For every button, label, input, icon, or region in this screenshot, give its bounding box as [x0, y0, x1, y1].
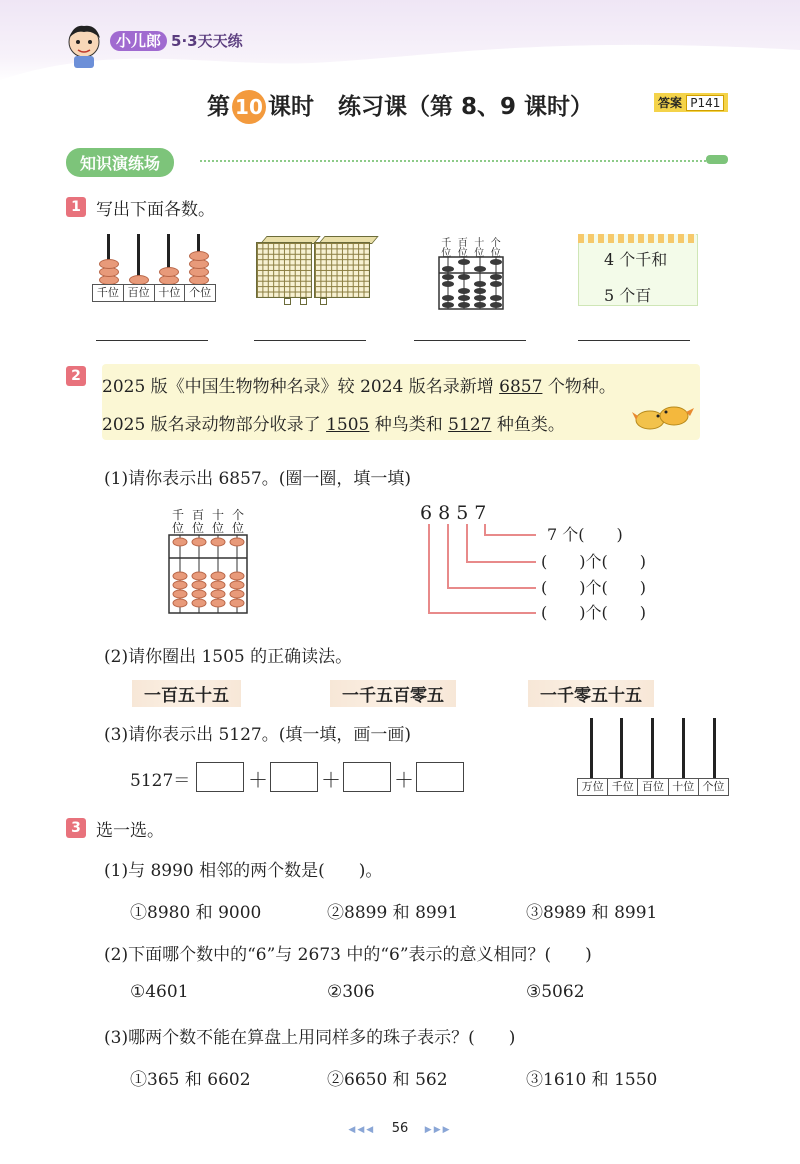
q3-2-option-3[interactable]: ③5062	[526, 982, 585, 1002]
q3-1-option-1[interactable]: ①8980 和 9000	[130, 903, 262, 923]
place-label: 万位	[578, 779, 608, 795]
connector-line	[466, 524, 468, 561]
connector-line	[428, 524, 430, 612]
place-label: 位	[457, 248, 468, 259]
section-divider	[200, 160, 710, 162]
place-label: 个位	[189, 286, 212, 299]
bead-abacus-2	[168, 506, 248, 614]
abacus-rod	[651, 718, 654, 778]
reading-option-3[interactable]: 一千零五十五	[528, 680, 654, 707]
q3-2-option-2[interactable]: ②306	[327, 982, 375, 1002]
plus-sign: ＋	[321, 768, 341, 792]
bead	[159, 267, 179, 277]
answer-badge[interactable]	[654, 93, 728, 112]
connector-line	[447, 524, 449, 587]
place-label: 千位	[93, 285, 124, 301]
lesson-number: 10	[232, 90, 266, 124]
note-line-1: 4 个千和	[604, 250, 668, 269]
abacus-diagram-1	[92, 232, 216, 302]
thousand-cube	[256, 242, 312, 298]
digit: 7	[474, 502, 493, 524]
connector-line	[466, 561, 536, 563]
place-label: 十位	[669, 779, 699, 795]
answer-blank[interactable]	[578, 340, 690, 341]
counting-frame-5[interactable]	[577, 716, 729, 796]
q2-sub1: (1)请你表示出 6857。(圈一圈，填一填)	[104, 469, 412, 489]
abacus-rod	[620, 718, 623, 778]
material-line-2	[102, 410, 565, 435]
digit: 8	[438, 502, 457, 524]
title-prefix: 第	[206, 94, 230, 120]
plus-sign: ＋	[248, 768, 268, 792]
fill-line-3[interactable]: ( )个( )	[541, 578, 646, 597]
thousand-cube	[314, 242, 370, 298]
place-label: 千	[441, 238, 452, 249]
material-text: 种鱼类。	[491, 415, 565, 435]
place-label: 位	[441, 248, 452, 259]
place-label: 个	[231, 508, 244, 522]
answer-box-1[interactable]	[196, 762, 244, 792]
place-label: 千	[171, 508, 184, 522]
brand-text: 5·3天天练	[171, 32, 243, 50]
place-label: 十	[211, 508, 224, 522]
right-arrows-icon: ▶▶▶	[424, 1125, 452, 1135]
question-number-3: 3	[66, 818, 86, 838]
bird-icon	[630, 396, 698, 436]
place-label: 位	[490, 248, 501, 259]
title-suffix: 课时	[267, 94, 314, 120]
place-label: 千位	[608, 779, 638, 795]
material-text: 2025 版《中国生物物种名录》较 2024 版名录新增	[102, 377, 500, 397]
place-label: 十位	[155, 285, 186, 301]
material-number: 6857	[499, 377, 543, 397]
q1-text: 写出下面各数。	[96, 200, 215, 220]
q3-text: 选一选。	[96, 821, 164, 841]
q3-3-option-2[interactable]: ②6650 和 562	[327, 1070, 448, 1090]
material-line-1	[102, 372, 616, 397]
title-main: 练习课（第 8、9 课时）	[338, 94, 594, 120]
reading-option-1[interactable]: 一百五十五	[132, 680, 241, 707]
thousand-cubes	[256, 236, 376, 306]
place-label: 位	[171, 521, 184, 535]
unit-cube	[284, 298, 291, 305]
note-line-2: 5 个百	[604, 286, 652, 305]
place-value-labels	[92, 284, 216, 302]
question-number-1: 1	[66, 197, 86, 217]
material-text: 个物种。	[542, 377, 616, 397]
place-label: 位	[231, 521, 244, 535]
bead-abacus-frame	[168, 534, 248, 614]
answer-page: P141	[686, 95, 724, 111]
place-label: 十	[474, 238, 485, 249]
q3-2-option-1[interactable]: ①4601	[130, 982, 189, 1002]
place-label: 百位	[638, 779, 668, 795]
q3-item-2: (2)下面哪个数中的“6”与 2673 中的“6”表示的意义相同？( )	[104, 945, 592, 965]
answer-blank[interactable]	[96, 340, 208, 341]
equation-label: 5127＝	[130, 771, 191, 791]
abacus-rod	[713, 718, 716, 778]
page-footer	[0, 1121, 800, 1136]
pencil-icon	[706, 155, 728, 164]
place-label: 位	[474, 248, 485, 259]
bead-abacus-frame	[438, 256, 504, 310]
question-number-2: 2	[66, 366, 86, 386]
answer-box-4[interactable]	[416, 762, 464, 792]
q3-3-option-1[interactable]: ①365 和 6602	[130, 1070, 251, 1090]
material-text: 2025 版名录动物部分收录了	[102, 415, 327, 435]
abacus-rod	[682, 718, 685, 778]
q2-sub3: (3)请你表示出 5127。(填一填，画一画)	[104, 725, 412, 745]
q3-item-1: (1)与 8990 相邻的两个数是( )。	[104, 861, 383, 881]
q3-1-option-2[interactable]: ②8899 和 8991	[327, 903, 459, 923]
reading-option-2[interactable]: 一千五百零五	[330, 680, 456, 707]
q2-sub2: (2)请你圈出 1505 的正确读法。	[104, 647, 353, 667]
material-text: 种鸟类和	[369, 415, 449, 435]
connector-line	[484, 534, 536, 536]
unit-cube	[320, 298, 327, 305]
place-label: 个	[490, 238, 501, 249]
mascot-icon	[64, 22, 104, 68]
plus-sign: ＋	[394, 768, 414, 792]
q3-1-option-3[interactable]: ③8989 和 8991	[526, 903, 658, 923]
page-number: 56	[391, 1121, 409, 1136]
section-title: 知识演练场	[66, 148, 174, 177]
place-label: 百位	[124, 285, 155, 301]
abacus-rod	[590, 718, 593, 778]
q3-item-3: (3)哪两个数不能在算盘上用同样多的珠子表示？( )	[104, 1028, 516, 1048]
digits-6857	[420, 502, 492, 524]
connector-line	[447, 587, 536, 589]
connector-line	[484, 524, 486, 534]
fill-line-4[interactable]: ( )个( )	[541, 603, 646, 622]
brand	[110, 30, 243, 51]
answer-blank[interactable]	[414, 340, 526, 341]
unit-cube	[300, 298, 307, 305]
place-label: 百	[191, 508, 204, 522]
fill-line-2[interactable]: ( )个( )	[541, 552, 646, 571]
bead	[189, 251, 209, 261]
digit: 5	[456, 502, 475, 524]
q3-3-option-3[interactable]: ③1610 和 1550	[526, 1070, 658, 1090]
left-arrows-icon: ◀◀◀	[348, 1125, 376, 1135]
place-label: 个位	[702, 780, 725, 793]
answer-box-2[interactable]	[270, 762, 318, 792]
note-card-binding	[578, 234, 696, 243]
place-value-labels	[577, 778, 729, 796]
connector-line	[428, 612, 536, 614]
material-number: 5127	[448, 415, 492, 435]
bead-abacus-1	[438, 234, 504, 310]
bead	[99, 259, 119, 269]
digit: 6	[420, 502, 439, 524]
place-label: 百	[457, 238, 468, 249]
place-label: 位	[211, 521, 224, 535]
answer-box-3[interactable]	[343, 762, 391, 792]
brand-logo: 小儿郎	[110, 31, 167, 51]
answer-label: 答案	[658, 96, 683, 110]
material-number: 1505	[326, 415, 370, 435]
answer-blank[interactable]	[254, 340, 366, 341]
place-label: 位	[191, 521, 204, 535]
fill-line-1[interactable]: 7 个( )	[547, 525, 623, 544]
